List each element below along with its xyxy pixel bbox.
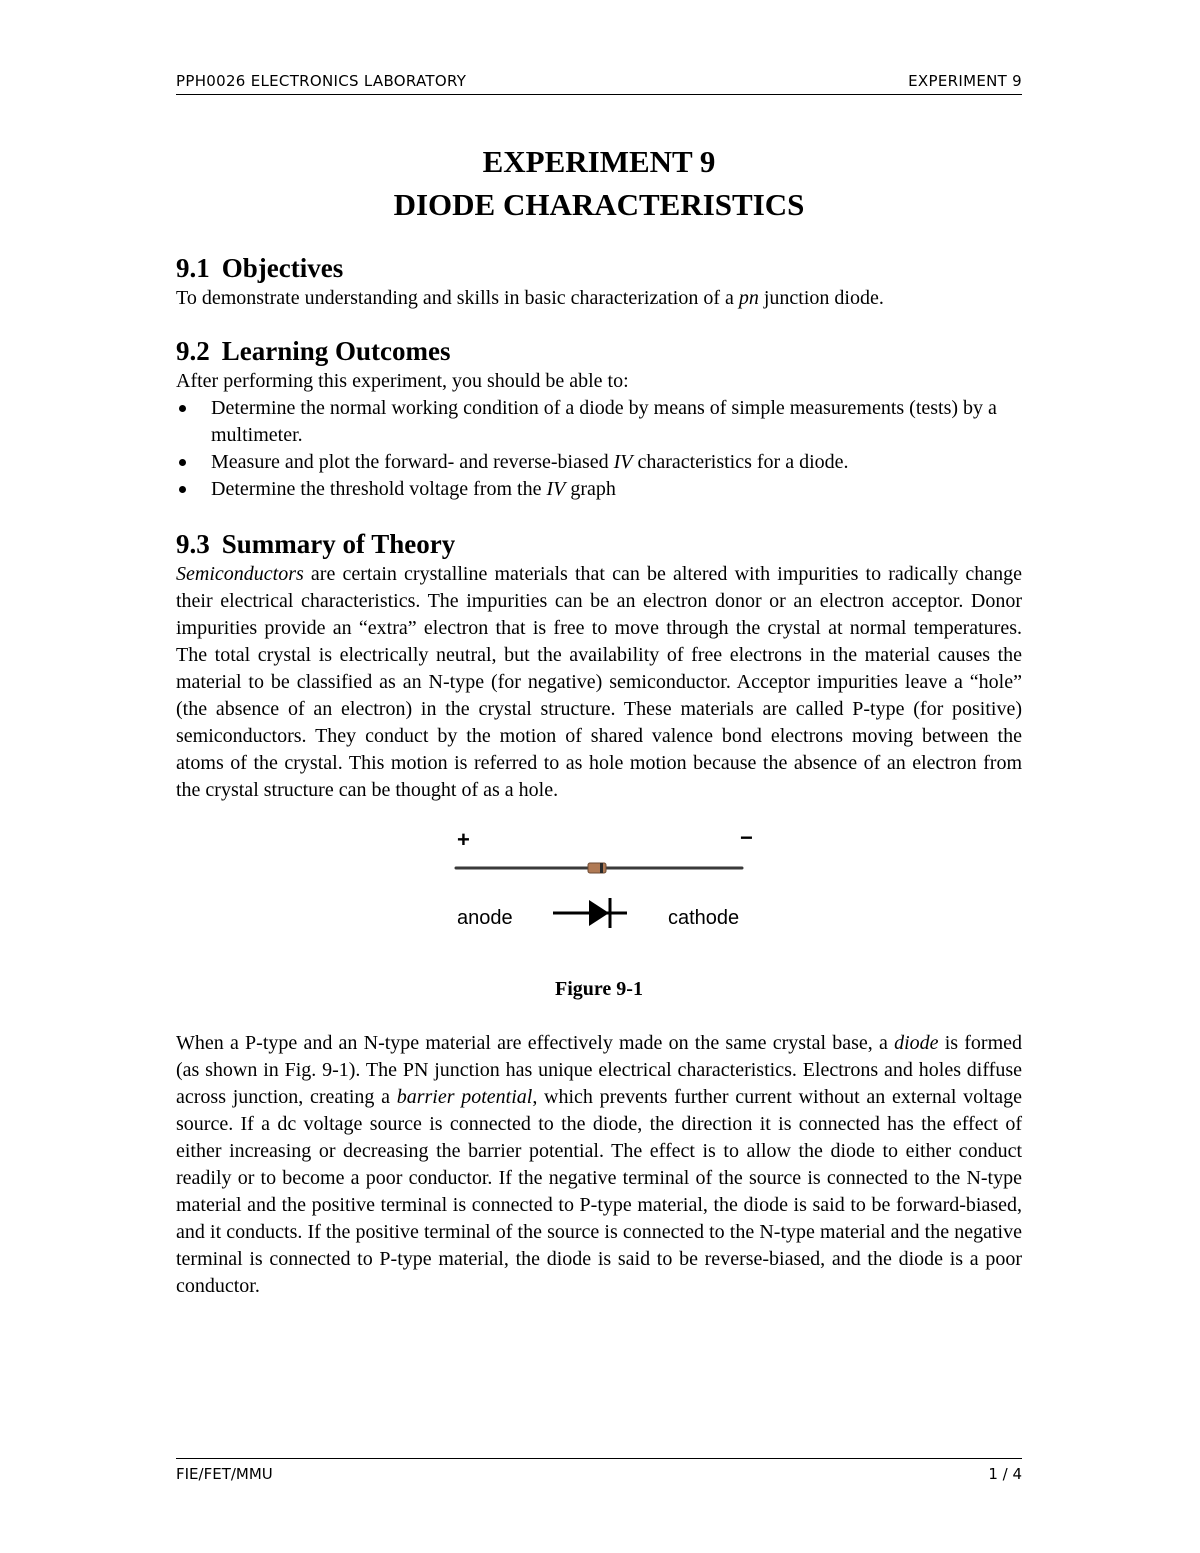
theory-paragraph-1-text: are certain crystalline materials that can be altered with impurities to radically change their electrical characteristics. The impurities can be an electron donor or an electron acceptor. Donor impurities provide an “extra” electron that is free to move through the crystal at normal temperatures. The total crystal is electrically neutral, but the availability of free electrons in the material causes the material to be classified as an N-type (for negative) semiconductor. Acceptor impurities leave a “hole” (the absence of an electron) in the crystal structure. These materials are called P-type (for positive) semiconductors. They conduct by the motion of shared valence bond electrons moving between the atoms of the crystal. This motion is referred to as hole motion because the absence of an electron from the crystal structure can be thought of as a hole. [176, 563, 1022, 801]
title-line-2: DIODE CHARACTERISTICS [393, 187, 805, 222]
list-item-text: Determine the threshold voltage from the [211, 478, 547, 500]
section-heading-outcomes [176, 334, 1022, 368]
diode-photo-icon [454, 862, 746, 874]
theory-paragraph-2-text: When a P-type and an N-type material are effectively made on the same crystal base, a [176, 1032, 895, 1054]
page-title [176, 140, 1022, 226]
header-experiment-label: EXPERIMENT 9 [908, 72, 1022, 90]
theory-term-semiconductors: Semiconductors [176, 563, 304, 585]
list-item [176, 395, 1022, 449]
theory-paragraph-2-text: , which prevents further current without an external voltage source. If a dc voltage source is connected to the diode, the direction it is connected has the effect of either increasing or decreasing the barrier potential. The effect is to allow the diode to either conduct readily or to become a poor conductor. If the negative terminal of the source is connected to the N-type material and the positive terminal is connected to P-type material, the diode is said to be forward-biased, and it conducts. If the positive terminal of the source is connected to the N-type material and the negative terminal is connected to P-type material, the diode is said to be reverse-biased, and the diode is a poor conductor. [176, 1086, 1023, 1297]
section-number: 9.2 [176, 336, 210, 366]
footer-faculty: FIE/FET/MMU [176, 1465, 273, 1483]
list-item-italic: IV [613, 451, 633, 473]
theory-paragraph-1 [176, 561, 1022, 804]
section-number: 9.3 [176, 529, 210, 559]
objectives-text-a: To demonstrate understanding and skills in basic characterization of a [176, 287, 739, 309]
outcomes-intro: After performing this experiment, you should be able to: [176, 370, 629, 392]
cathode-label: cathode [668, 907, 740, 929]
section-number: 9.1 [176, 253, 210, 283]
page-header [176, 72, 1022, 94]
negative-terminal-label: − [740, 825, 753, 850]
list-item-text: characteristics for a diode. [632, 451, 849, 473]
header-course-title: PPH0026 ELECTRONICS LABORATORY [176, 72, 467, 90]
page-footer [176, 1465, 1022, 1487]
theory-paragraph-2-text: is formed (as shown in Fig. 9-1). The PN junction has unique electrical characteristics. Electrons and holes diffuse across junction, creating a [176, 1032, 1023, 1108]
title-line-1: EXPERIMENT 9 [482, 144, 716, 179]
theory-paragraph-2 [176, 1030, 1022, 1300]
outcomes-list [176, 395, 1022, 503]
list-item-italic: IV [546, 478, 566, 500]
list-item [176, 476, 1022, 503]
header-divider [176, 94, 1022, 95]
bullet-icon [179, 459, 186, 466]
page-number: 1 / 4 [988, 1465, 1022, 1483]
section-heading-objectives [176, 251, 1022, 285]
anode-label: anode [457, 907, 513, 929]
positive-terminal-label: + [457, 827, 470, 852]
section-title: Objectives [221, 253, 344, 283]
section-heading-theory [176, 527, 1022, 561]
theory-term-barrier-potential: barrier potential [396, 1086, 533, 1108]
figure-caption: Figure 9-1 [555, 978, 643, 1000]
list-item-text: Determine the normal working condition of a diode by means of simple measurements (tests) by a multimeter. [211, 397, 997, 446]
bullet-icon [179, 405, 186, 412]
list-item [176, 449, 1022, 476]
list-item-text: Measure and plot the forward- and reverse-biased [211, 451, 614, 473]
diode-symbol-icon [553, 895, 627, 931]
footer-divider [176, 1458, 1022, 1459]
objectives-text-b: junction diode. [758, 287, 884, 309]
section-title: Learning Outcomes [221, 336, 451, 366]
main-content [176, 140, 1022, 1300]
section-title: Summary of Theory [221, 529, 456, 559]
theory-term-diode: diode [894, 1032, 939, 1054]
objectives-text-italic: pn [738, 287, 759, 309]
figure-9-1 [176, 826, 1022, 976]
list-item-text: graph [565, 478, 616, 500]
objectives-text [176, 285, 1022, 312]
bullet-icon [179, 486, 186, 493]
